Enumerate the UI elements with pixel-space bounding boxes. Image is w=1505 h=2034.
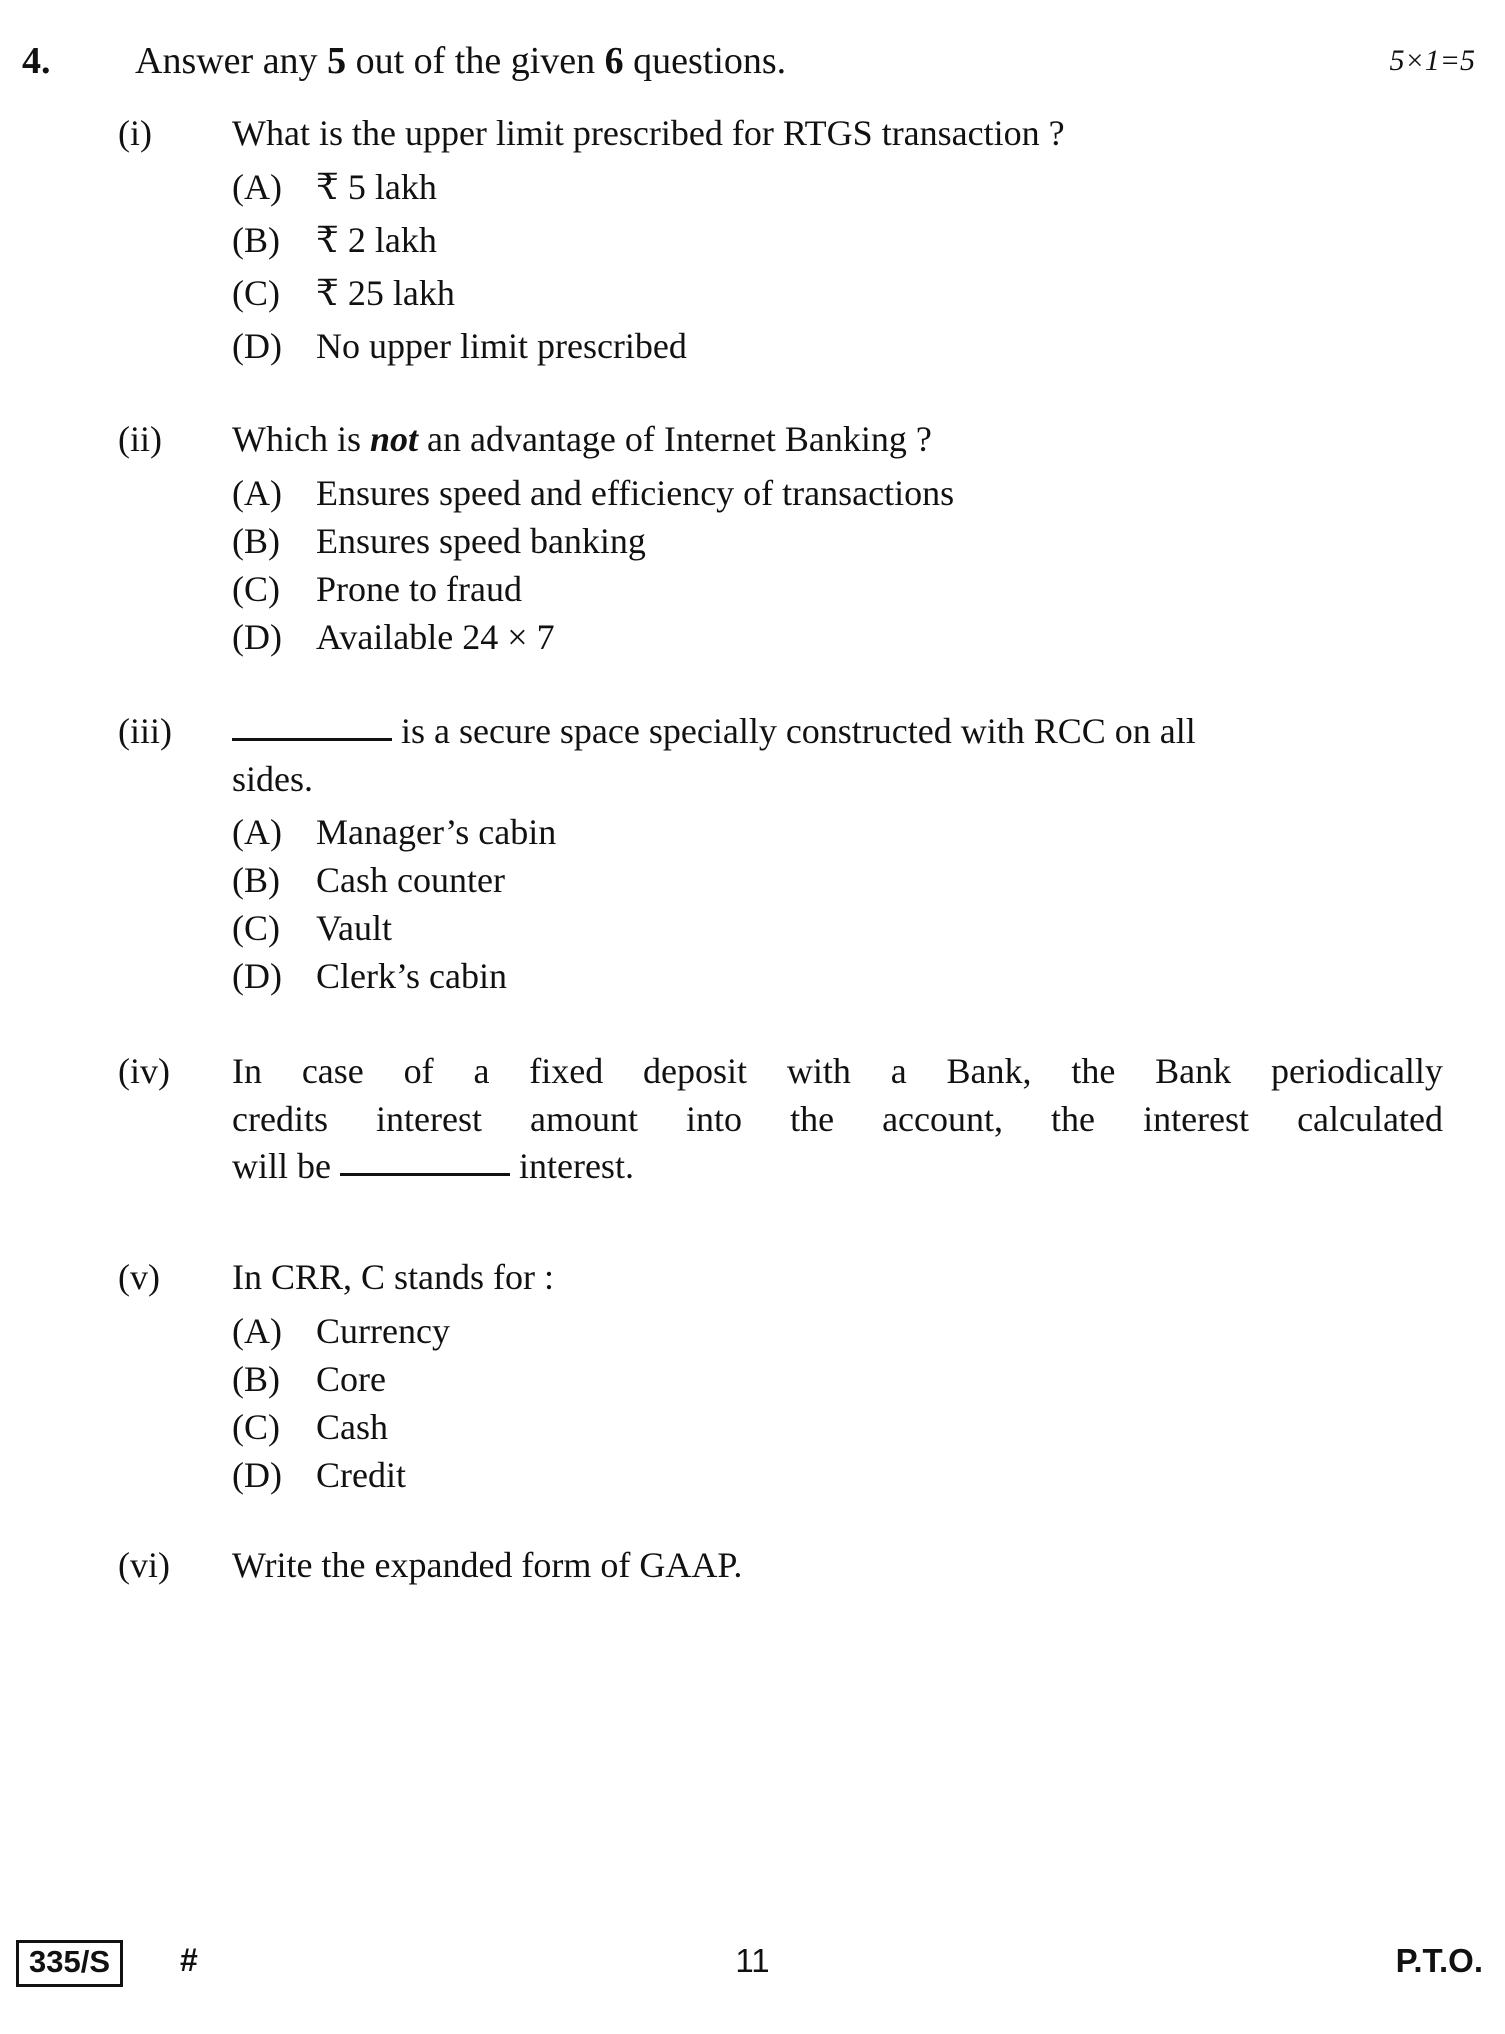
option-text: Prone to fraud (316, 568, 522, 609)
sub-question-body (232, 1542, 1445, 1590)
sub-question-stem-line-2 (232, 1096, 1443, 1144)
option-key: (B) (232, 219, 280, 260)
stem-part-2: an advantage of Internet Banking ? (418, 419, 932, 459)
option-key: (A) (232, 166, 282, 207)
option-c[interactable] (232, 1404, 1445, 1452)
option-d[interactable] (232, 614, 1445, 662)
options-list (232, 809, 1445, 1001)
qr-code-icon (14, 0, 92, 36)
stem-word: amount (530, 1098, 638, 1139)
stem-word: fixed (529, 1051, 604, 1091)
option-text: Currency (316, 1310, 450, 1351)
option-text: Clerk’s cabin (316, 956, 507, 997)
stem-text: is a secure space specially constructed with RCC on all (392, 711, 1196, 751)
option-text: No upper limit prescribed (316, 325, 687, 366)
option-c[interactable] (232, 905, 1445, 953)
stem-part-1: will be (232, 1146, 340, 1187)
option-text: Ensures speed and efficiency of transactions (316, 472, 955, 513)
option-text: Manager’s cabin (316, 812, 557, 853)
fill-in-blank[interactable] (232, 738, 392, 741)
stem-word: of (403, 1051, 434, 1091)
option-key: (C) (232, 568, 280, 609)
option-b[interactable] (232, 217, 1445, 270)
sub-question-label: (ii) (118, 419, 162, 459)
option-d[interactable] (232, 953, 1445, 1001)
option-key: (A) (232, 812, 282, 853)
stem-word: Bank, (946, 1051, 1032, 1091)
option-text: Available 24 × 7 (316, 616, 555, 657)
options-list (232, 470, 1445, 662)
option-text: Vault (316, 908, 392, 949)
option-d[interactable] (232, 1452, 1445, 1500)
option-c[interactable] (232, 270, 1445, 323)
stem-word: the (1051, 1098, 1096, 1139)
option-b[interactable] (232, 1356, 1445, 1404)
sub-question-vi (0, 1542, 1505, 1602)
instruction-count-total: 6 (604, 40, 624, 82)
stem-word: deposit (643, 1051, 748, 1091)
option-key: (C) (232, 1406, 280, 1447)
stem-word: with (786, 1051, 851, 1091)
option-b[interactable] (232, 518, 1445, 566)
option-c[interactable] (232, 566, 1445, 614)
sub-question-label: (i) (118, 113, 152, 153)
option-key: (D) (232, 956, 282, 997)
option-a[interactable] (232, 470, 1445, 518)
options-list (232, 1308, 1445, 1500)
option-text: Ensures speed banking (316, 520, 646, 561)
instruction-part-3: questions. (623, 40, 787, 82)
fill-in-blank[interactable] (340, 1173, 510, 1176)
sub-question-v (0, 1254, 1505, 1504)
sub-question-stem (232, 416, 1445, 464)
hash-marker: # (180, 1942, 198, 1978)
option-key: (D) (232, 616, 282, 657)
stem-word: credits (232, 1098, 328, 1139)
sub-question-iv (0, 1048, 1505, 1218)
stem-word: interest (1143, 1098, 1250, 1139)
option-d[interactable] (232, 323, 1445, 376)
stem-word: interest (376, 1098, 482, 1139)
option-text: ₹ 5 lakh (316, 166, 437, 207)
instruction-part-1: Answer any (135, 40, 328, 82)
sub-question-stem-line-1 (232, 708, 1445, 756)
stem-word: Bank (1155, 1051, 1232, 1091)
sub-question-stem-line-2: sides. (232, 758, 313, 799)
sub-question-list (0, 110, 1505, 1602)
options-list (232, 164, 1445, 376)
sub-question-body (232, 708, 1445, 1001)
sub-question-body (232, 1254, 1445, 1500)
stem-part-2: interest. (509, 1146, 634, 1187)
sub-question-iii (0, 708, 1505, 1008)
sub-question-body (232, 416, 1445, 662)
option-text: Cash (316, 1406, 388, 1447)
option-text: ₹ 2 lakh (316, 219, 437, 260)
option-text: Cash counter (316, 860, 505, 901)
stem-word: calculated (1297, 1098, 1443, 1139)
option-key: (C) (232, 908, 280, 949)
question-number: 4. (22, 40, 51, 82)
sub-question-stem: What is the upper limit prescribed for RTGS transaction ? (232, 113, 1065, 153)
option-b[interactable] (232, 857, 1445, 905)
stem-word: a (890, 1051, 907, 1091)
question-header (0, 38, 1505, 96)
option-key: (B) (232, 1358, 280, 1399)
option-a[interactable] (232, 809, 1445, 857)
stem-part-1: Which is (232, 419, 370, 459)
sub-question-ii (0, 416, 1505, 674)
sub-question-body (232, 1048, 1443, 1191)
stem-emphasis-not: not (369, 419, 419, 459)
page-footer (0, 1940, 1505, 1990)
sub-question-stem-line-1 (232, 1048, 1443, 1096)
stem-word: the (790, 1098, 835, 1139)
question-marks: 5×1=5 (1389, 44, 1475, 77)
sub-question-label: (v) (118, 1257, 160, 1297)
paper-code-badge: 335/S (16, 1940, 123, 1987)
instruction-count-answer: 5 (327, 40, 347, 82)
page-number: 11 (735, 1942, 770, 1979)
sub-question-stem: In CRR, C stands for : (232, 1257, 555, 1297)
option-a[interactable] (232, 1308, 1445, 1356)
stem-word: periodically (1271, 1051, 1443, 1091)
sub-question-stem-line-3 (232, 1143, 1443, 1191)
option-key: (A) (232, 1310, 282, 1351)
option-key: (C) (232, 272, 280, 313)
stem-word: a (473, 1051, 490, 1091)
option-text: Credit (316, 1454, 406, 1495)
sub-question-body (232, 110, 1445, 376)
sub-question-label: (iii) (118, 711, 172, 751)
stem-word: account, (882, 1098, 1004, 1139)
option-key: (B) (232, 860, 280, 901)
option-key: (D) (232, 325, 282, 366)
turn-over-label: P.T.O. (1395, 1942, 1483, 1979)
option-key: (A) (232, 472, 282, 513)
sub-question-label: (vi) (118, 1545, 170, 1585)
stem-word: the (1071, 1051, 1116, 1091)
option-a[interactable] (232, 164, 1445, 217)
option-text: ₹ 25 lakh (316, 272, 455, 313)
stem-word: case (301, 1051, 364, 1091)
sub-question-i (0, 110, 1505, 388)
option-key: (D) (232, 1454, 282, 1495)
sub-question-stem: Write the expanded form of GAAP. (232, 1545, 743, 1585)
sub-question-label: (iv) (118, 1051, 170, 1091)
option-key: (B) (232, 520, 280, 561)
instruction-part-2: out of the given (346, 40, 605, 82)
question-instruction (135, 38, 786, 86)
stem-word: into (686, 1098, 743, 1139)
option-text: Core (316, 1358, 386, 1399)
stem-word: In (232, 1051, 262, 1091)
